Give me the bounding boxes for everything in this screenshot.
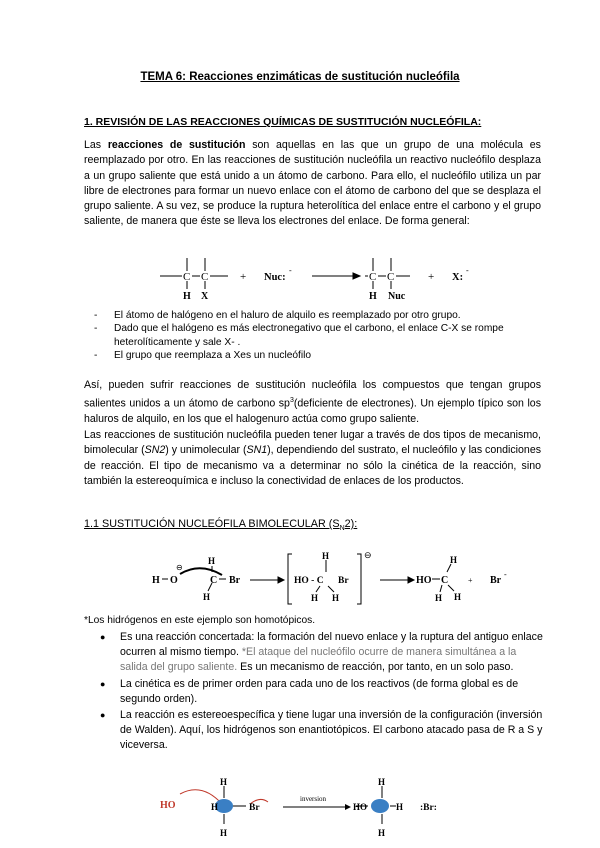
bullet-list	[100, 630, 543, 755]
nucleophile-label: Nuc:	[264, 272, 286, 283]
bromide-ion-label: :Br:	[420, 803, 437, 813]
list-item: - El grupo que reemplaza a Xes un nucleófilo	[94, 350, 312, 362]
sn2-mechanism-scheme	[150, 548, 520, 608]
product-ho-label: HO	[416, 575, 432, 586]
dash-list	[94, 309, 544, 363]
charge-minus: -	[466, 266, 469, 275]
charge-circle: ⊖	[176, 563, 183, 572]
hydroxide-label: HO	[160, 800, 176, 811]
nucleophile-substituted-label: Nuc	[388, 291, 406, 302]
hydrogen-label: H	[378, 828, 386, 838]
hydrogen-label: H	[183, 291, 191, 302]
charge-circle: ⊖	[364, 550, 372, 560]
homotopic-note: *Los hidrógenos en este ejemplo son homotópicos.	[84, 615, 316, 626]
product-ho-label: HO	[353, 802, 368, 812]
charge-minus: -	[289, 266, 292, 275]
hydrogen-label: H	[369, 291, 377, 302]
plus-sign: +	[240, 271, 247, 283]
inversion-arrow-label: inversion	[300, 795, 327, 803]
list-item: ● La cinética es de primer orden para cada uno de los reactivos (de forma global es de segundo orden).	[100, 677, 519, 705]
paragraph-sp3: Así, pueden sufrir reacciones de sustitución nucleófila los compuestos que tengan grupos salientes unidos a un átomo de carbono $sp^3(deficiente$ de electrones). Un ejemplo típico son los haluros de alquilo, en los que el halogenuro actúa como grupo saliente.	[84, 379, 541, 426]
hydrogen-label: H	[311, 593, 319, 603]
hydrogen-label: H	[435, 593, 443, 603]
paragraph-mechanisms: Las reacciones de sustitución nucleófila pueden tener lugar a través de dos tipos de mecanismo, bimolecular (SN2) y unimolecular (SN1), dependiendo del sustrato, el nucleófilo y las condiciones de reacción. El tipo de mecanismo va a determinar no sólo la cinética de la reacción, sino también la estereoquímica e incluso la conectividad de enlaces de los productos.	[84, 429, 542, 487]
list-item: ● Es una reacción concertada: la formación del nuevo enlace y la ruptura del antiguo enlace ocurren al mismo tiempo. *El ataque del nucleófilo ocurre de manera simultánea a la salida del grupo saliente. Es un mecanismo de reacción, por tanto, en un solo paso.	[100, 631, 543, 674]
bold-term: reacciones de sustitución	[107, 139, 246, 151]
carbon-label: C	[441, 575, 449, 586]
bromide-label: Br	[490, 575, 502, 586]
transition-state-label: HO - C	[294, 576, 324, 586]
bromine-label: Br	[338, 576, 349, 586]
hydrogen-label: H	[220, 828, 228, 838]
hydrogen-label: H	[332, 593, 340, 603]
list-item: - El átomo de halógeno en el haluro de alquilo es reemplazado por otro grupo.	[94, 310, 461, 321]
general-reaction-scheme	[160, 252, 480, 304]
hydrogen-label: H	[208, 556, 216, 566]
leaving-group-x-label: X	[201, 291, 209, 302]
hydrogen-label: H	[378, 777, 386, 787]
charge-minus: -	[504, 570, 507, 579]
carbon-label: C	[369, 271, 377, 283]
walden-inversion-scheme	[150, 774, 450, 844]
page-title: TEMA 6: Reacciones enzimáticas de sustitución nucleófila	[140, 71, 460, 83]
oxygen-label: O	[170, 575, 178, 586]
hydrogen-label: H	[220, 777, 228, 787]
grey-note: *El ataque del nucleófilo ocurre de manera simultánea a la salida del grupo saliente.	[120, 646, 517, 674]
hydrogen-label: H	[396, 802, 404, 812]
section-heading: 1. REVISIÓN DE LAS REACCIONES QUÍMICAS DE SUSTITUCIÓN NUCLEÓFILA:	[84, 116, 482, 128]
bromine-label: Br	[229, 575, 241, 586]
hydrogen-label: H	[322, 551, 330, 561]
list-item: - Dado que el halógeno es más electronegativo que el carbono, el enlace C-X se rompe heterolíticamente y sale X- .	[94, 323, 504, 348]
carbon-label: C	[387, 271, 395, 283]
hydrogen-label: H	[203, 592, 211, 602]
carbon-label: C	[210, 575, 218, 586]
bromine-label: Br	[249, 803, 260, 813]
subsection-heading: 1.1 SUSTITUCIÓN NUCLEÓFILA BIMOLECULAR $(S_N2)$:	[84, 518, 358, 533]
hydrogen-label: H	[211, 802, 219, 812]
intro-paragraph: Las reacciones de sustitución son aquellas en las que un grupo de una molécula es reemplazado por otro. En las reacciones de sustitución nucleófila un reactivo nucleófilo desplaza a un grupo saliente que está unido a un átomo de carbono. Para ello, el nucleófilo utiliza un par libre de electrones para formar un nuevo enlace con el átomo de carbono del que se desplaza el grupo saliente. A su vez, se produce la ruptura heterolítica del enlace entre el carbono y el grupo saliente, de manera que éste se lleva los electrones del enlace. De forma general:	[84, 139, 541, 228]
list-item: ● La reacción es estereoespecífica y tiene lugar una inversión de la configuración (inversión de Walden). Aquí, los hidrógenos son enantiotópicos. El carbono atacado pasa de R a S y viceversa.	[100, 709, 543, 752]
leaving-x-label: X:	[452, 272, 464, 283]
hydrogen-label: H	[450, 555, 458, 565]
hydrogen-label: H	[454, 592, 462, 602]
carbon-label: C	[201, 271, 209, 283]
carbon-label: C	[183, 271, 191, 283]
plus-sign: +	[468, 576, 473, 585]
hydrogen-label: H	[152, 575, 160, 586]
plus-sign: +	[428, 271, 435, 283]
